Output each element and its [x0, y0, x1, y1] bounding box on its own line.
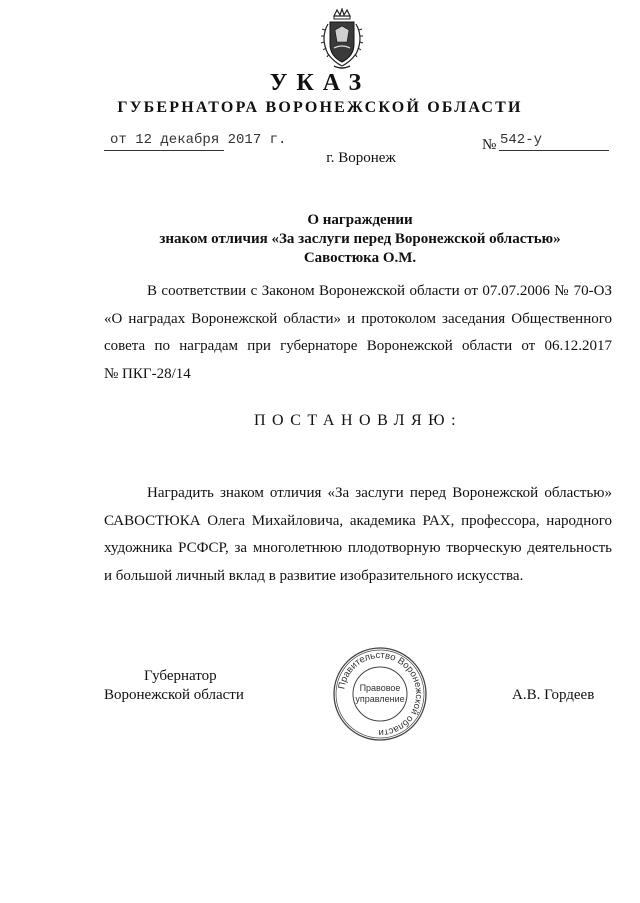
document-number: 542-у	[500, 132, 543, 148]
signatory-name: А.В. Гордеев	[512, 687, 595, 703]
heading-line-2: знаком отличия «За заслуги перед Воронежской областью»	[159, 231, 561, 247]
document-date: от 12 декабря 2017 г.	[110, 132, 287, 148]
body-line: САВОСТЮКА Олега Михайловича, академика РАХ, профессора, народного	[104, 512, 612, 529]
preamble-line: «О наградах Воронежской области» и протоколом заседания Общественного	[104, 310, 612, 327]
body-line: художника РСФСР, за многолетнюю плодотворную творческую деятельность	[104, 540, 612, 556]
document-subtitle: ГУБЕРНАТОРА ВОРОНЕЖСКОЙ ОБЛАСТИ	[117, 99, 523, 116]
preamble-line: совета по наградам при губернаторе Воронежской области от 06.12.2017	[104, 338, 612, 354]
document-city: г. Воронеж	[326, 150, 396, 166]
body-line: Наградить знаком отличия «За заслуги перед Воронежской областью»	[147, 485, 612, 501]
number-sign: №	[482, 137, 497, 153]
stamp-center-line-2: управление	[355, 694, 405, 704]
heading-line-1: О награждении	[307, 212, 413, 228]
decree-word: ПОСТАНОВЛЯЮ:	[253, 412, 463, 429]
body-line: и большой личный вклад в развитие изобразительного искусства.	[104, 567, 524, 584]
preamble-paragraph	[104, 278, 612, 388]
stamp-ring-text: Правительство Воронежской области	[336, 649, 425, 739]
coat-of-arms-icon	[316, 8, 368, 72]
heading-line-3: Савостюка О.М.	[303, 250, 417, 266]
preamble-line: № ПКГ-28/14	[104, 365, 191, 382]
body-paragraph	[104, 480, 612, 590]
official-stamp	[330, 646, 430, 742]
preamble-line: В соответствии с Законом Воронежской области от 07.07.2006 № 70-ОЗ	[147, 283, 612, 299]
stamp-center-line-1: Правовое	[359, 683, 401, 693]
signatory-position-line-1: Губернатор	[144, 668, 217, 684]
document-title: УКАЗ	[269, 70, 371, 96]
signatory-position-line-2: Воронежской области	[104, 687, 244, 703]
